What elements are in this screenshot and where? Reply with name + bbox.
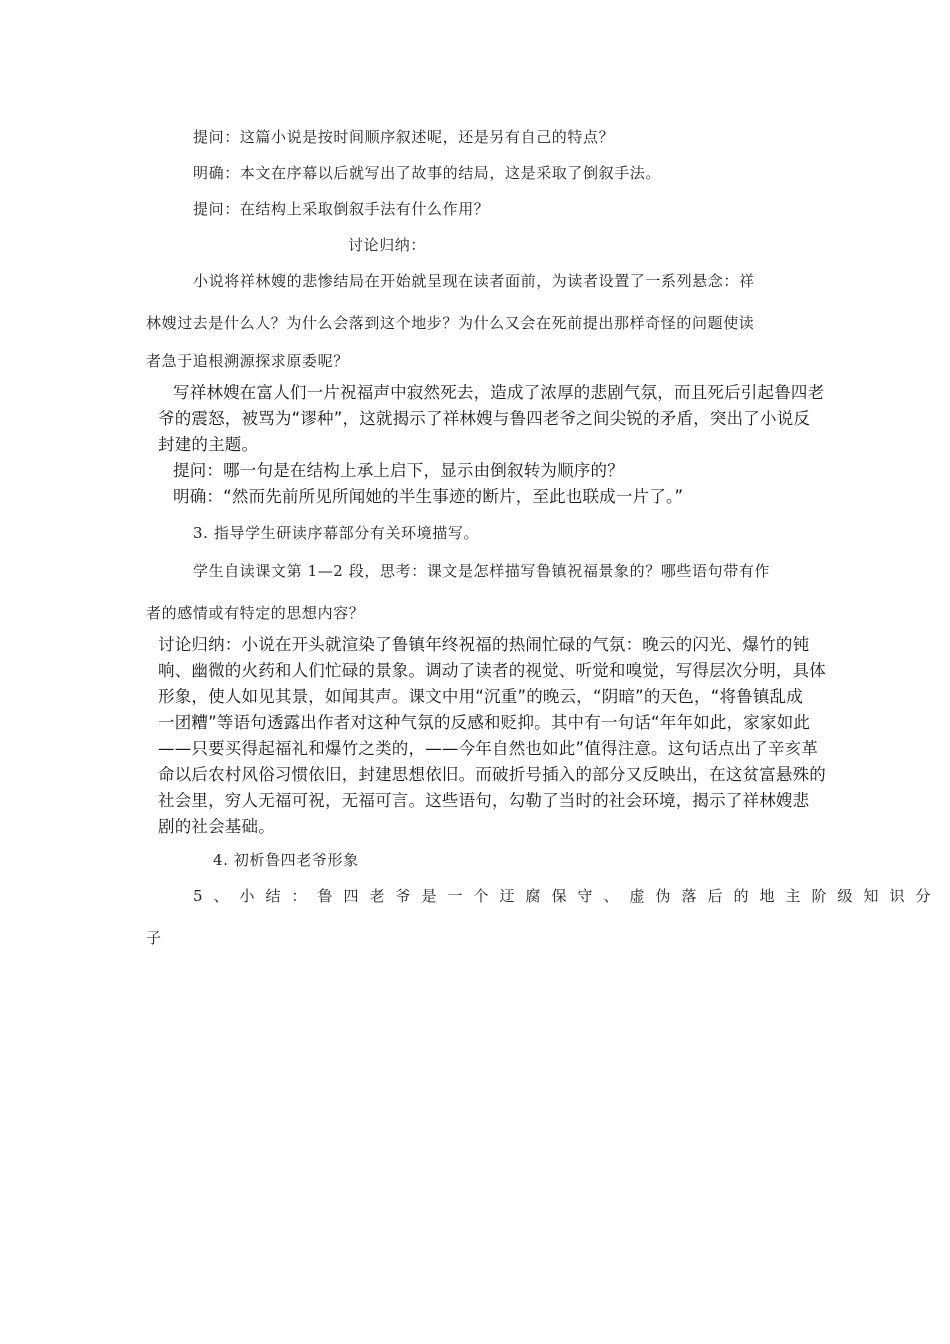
discussion-heading: 讨论归纳： [348, 236, 427, 254]
pasted-paragraph-line-1: 写祥林嫂在富人们一片祝福声中寂然死去，造成了浓厚的悲剧气氛，而且死后引起鲁四老 [173, 383, 825, 402]
summary-line-1: 5、小结：鲁四老爷是一个迂腐保守、虚伪落后的地主阶级知识分 [193, 887, 942, 905]
pasted-paragraph-line-2: 爷的震怒，被骂为“谬种”，这就揭示了祥林嫂与鲁四老爷之间尖锐的矛盾，突出了小说反 [158, 409, 811, 428]
paragraph-suspense-line-1: 小说将祥林嫂的悲惨结局在开始就呈现在读者面前，为读者设置了一系列悬念：祥 [193, 272, 755, 290]
self-study-line-1: 学生自读课文第 1—2 段，思考：课文是怎样描写鲁镇祝福景象的？哪些语句带有作 [193, 562, 771, 580]
environment-paragraph-line-8: 剧的社会基础。 [158, 817, 275, 836]
self-study-line-2: 者的感情或有特定的思想内容？ [146, 604, 365, 622]
environment-paragraph-line-4: 一团糟”等语句透露出作者对这种气氛的反感和贬抑。其中有一句话“年年如此，家家如此 [158, 713, 811, 732]
environment-paragraph-line-7: 社会里，穷人无福可祝，无福可言。这些语句，勾勒了当时的社会环境，揭示了祥林嫂悲 [158, 791, 810, 810]
environment-paragraph-line-2: 响、幽微的火药和人们忙碌的景象。调动了读者的视觉、听觉和嗅觉，写得层次分明，具体 [158, 661, 826, 680]
paragraph-suspense-line-3: 者急于追根溯源探求原委呢？ [146, 352, 349, 370]
question-narrative-order: 提问：这篇小说是按时间顺序叙述呢，还是另有自己的特点？ [193, 128, 615, 146]
paragraph-suspense-line-2: 林嫂过去是什么人？为什么会落到这个地步？为什么又会在死前提出那样奇怪的问题使读 [146, 314, 755, 332]
environment-paragraph-line-5: ——只要买得起福礼和爆竹之类的，——今年自然也如此”值得注意。这句话点出了辛亥革 [158, 739, 819, 758]
pasted-answer-line: 明确：“然而先前所见所闻她的半生事迹的断片，至此也联成一片了。” [173, 487, 684, 506]
environment-paragraph-line-3: 形象，使人如见其景，如闻其声。课文中用“沉重”的晚云，“阴暗”的天色，“将鲁镇乱成 [158, 687, 803, 706]
pasted-question-line: 提问：哪一句是在结构上承上启下，显示由倒叙转为顺序的？ [173, 461, 624, 480]
summary-line-2: 子 [146, 929, 162, 947]
environment-paragraph-line-6: 命以后农村风俗习惯依旧，封建思想依旧。而破折号插入的部分又反映出，在这贫富悬殊的 [158, 765, 826, 784]
answer-flashback: 明确：本文在序幕以后就写出了故事的结局，这是采取了倒叙手法。 [193, 164, 662, 182]
question-flashback-effect: 提问：在结构上采取倒叙手法有什么作用？ [193, 200, 490, 218]
environment-paragraph-line-1: 讨论归纳：小说在开头就渲染了鲁镇年终祝福的热闹忙碌的气氛：晚云的闪光、爆竹的钝 [158, 635, 810, 654]
section-3-heading: 3. 指导学生研读序幕部分有关环境描写。 [193, 524, 480, 542]
pasted-paragraph-line-3: 封建的主题。 [158, 435, 259, 454]
section-4-heading: 4. 初析鲁四老爷形象 [213, 851, 359, 869]
